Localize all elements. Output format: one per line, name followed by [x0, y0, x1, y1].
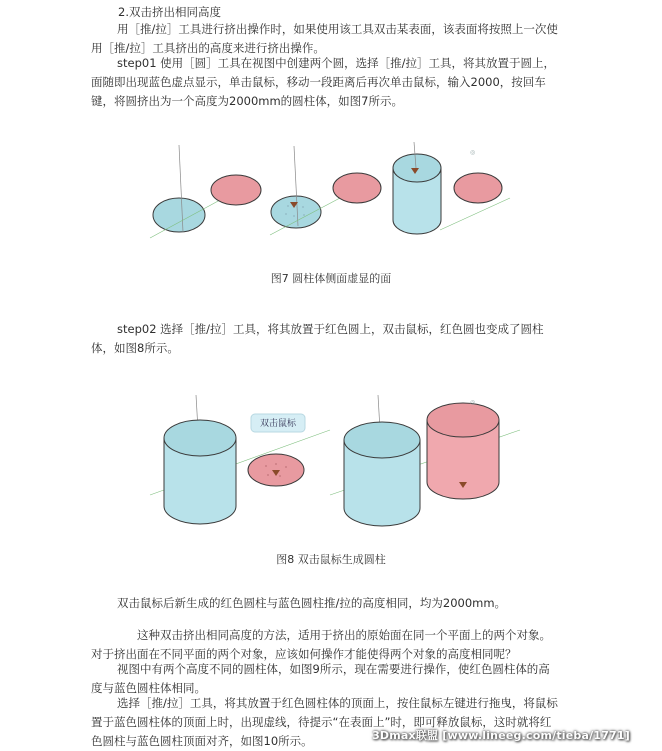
svg-text:◎: ◎ — [470, 149, 476, 156]
fig8-blue-cylinder-1 — [164, 420, 236, 524]
figure-7 — [0, 140, 662, 250]
paragraph-note-2: 视图中有两个高度不同的圆柱体，如图9所示，现在需要进行操作，使红色圆柱体的高度与蓝色圆柱体相同。 — [91, 662, 550, 695]
figure-8-caption: 图8 双击鼠标生成圆柱 — [276, 553, 386, 566]
paragraph-note-3: 选择［推/拉］工具，将其放置于红色圆柱体的顶面上，按住鼠标左键进行拖曳，将鼠标置于蓝色圆柱体的顶面上时，出现虚线，待提示“在表面上”时，即可释放鼠标，这时就将红色圆柱与蓝色圆柱顶面对齐，如图10所示。 — [91, 696, 558, 748]
figure-7-caption: 图7 圆柱体侧面虚显的面 — [270, 272, 392, 285]
svg-text:◎: ◎ — [470, 399, 476, 406]
paragraph-step01: step01 使用［圆］工具在视图中创建两个圆，选择［推/拉］工具，将其放置于圆上，面随即出现蓝色虚点显示，单击鼠标，移动一段距离后再次单击鼠标，输入2000，按回车键，将圆挤出为一个高度为2000mm的圆柱体，如图7所示。 — [91, 56, 556, 108]
paragraph-step02: step02 选择［推/拉］工具，将其放置于红色圆上，双击鼠标，红色圆也变成了圆柱体，如图8所示。 — [91, 322, 544, 355]
fig8-tooltip-label: 双击鼠标 — [259, 419, 296, 429]
paragraph-result: 双击鼠标后新生成的红色圆柱与蓝色圆柱推/拉的高度相同，均为2000mm。 — [117, 596, 507, 610]
section-title: 2.双击挤出相同高度 — [118, 5, 221, 19]
fig7-red-circle-1 — [211, 175, 261, 205]
fig7-blue-cylinder — [393, 154, 441, 234]
figure-8 — [0, 390, 662, 540]
paragraph-intro: 用［推/拉］工具进行挤出操作时，如果使用该工具双击某表面，该表面将按照上一次使用［推/拉］工具挤出的高度来进行挤出操作。 — [91, 22, 558, 55]
watermark: 3Dmax联盟 [www.lineeg.com/tieba/1771] — [372, 729, 630, 742]
fig8-blue-cylinder-2 — [344, 422, 420, 526]
fig7-blue-circle-1 — [153, 198, 205, 232]
fig7-red-circle-3 — [454, 173, 502, 203]
paragraph-note-1: 这种双击挤出相同高度的方法，适用于挤出的原始面在同一个平面上的两个对象。对于挤出面在不同平面的两个对象，应该如何操作才能使得两个对象的高度相同呢？ — [91, 628, 551, 661]
fig7-red-circle-2 — [333, 173, 381, 203]
